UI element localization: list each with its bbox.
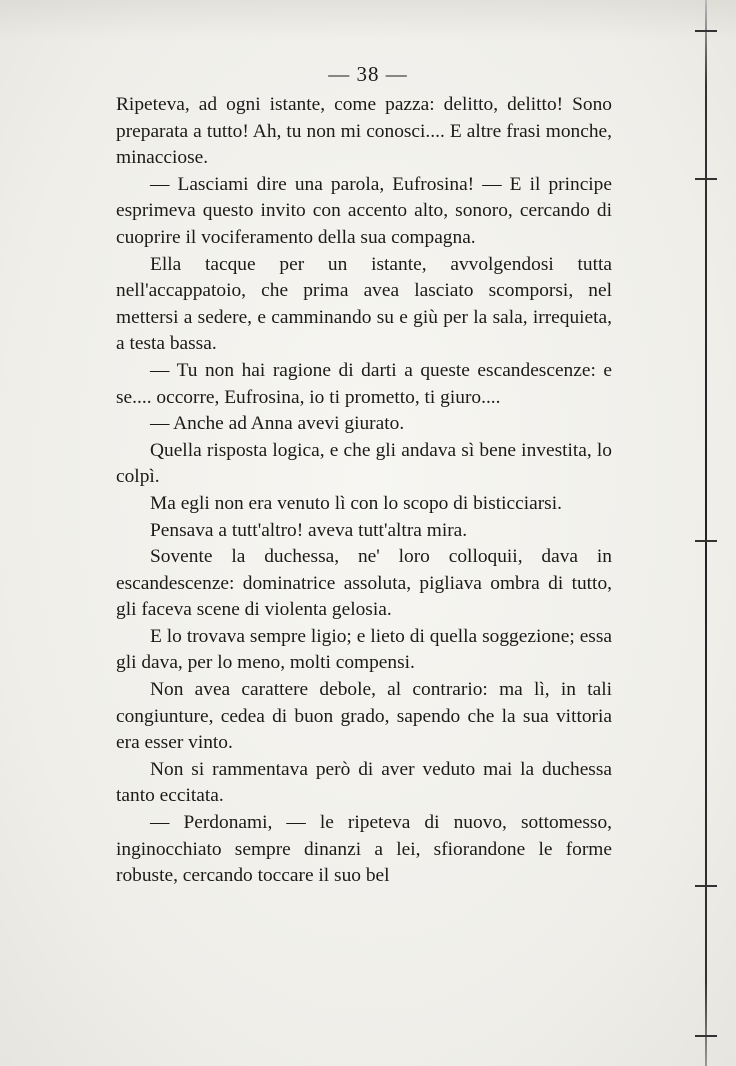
- paragraph: — Anche ad Anna avevi giurato.: [150, 413, 405, 435]
- paragraph: Ella tacque per un istante, avvolgendosi tutta nell'accappatoio, che prima avea lasciato scomporsi, nel mettersi a sedere, e camminando su e giù per la sala, irrequieta, a testa bassa.: [116, 253, 612, 355]
- paragraph: — Perdonami, — le ripeteva di nuovo, sottomesso, inginocchiato sempre dinanzi a lei, sfiorandone le forme robuste, cercando toccare il suo bel: [116, 812, 612, 887]
- page-shading: [0, 0, 736, 40]
- paragraph: Sovente la duchessa, ne' loro colloquii, dava in escandescenze: dominatrice assoluta, pigliava ombra di tutto, gli faceva scene di violenta gelosia.: [116, 546, 612, 621]
- paragraph: Non avea carattere debole, al contrario: ma lì, in tali congiunture, cedea di buon grado, sapendo che la sua vittoria era esser vinto.: [116, 679, 612, 754]
- page-number: — 38 —: [328, 62, 408, 86]
- binding-mark: [695, 885, 717, 887]
- body-text: [116, 92, 612, 890]
- paragraph: Ripeteva, ad ogni istante, come pazza: delitto, delitto! Sono preparata a tutto! Ah, tu non mi conosci.... E altre frasi monche, minacciose.: [116, 94, 612, 169]
- paragraph: Quella risposta logica, e che gli andava sì bene investita, lo colpì.: [116, 439, 612, 488]
- binding-mark: [695, 1035, 717, 1037]
- binding-mark: [695, 540, 717, 542]
- paragraph: Pensava a tutt'altro! aveva tutt'altra mira.: [150, 519, 468, 541]
- binding-margin-line: [705, 0, 707, 1066]
- paragraph: — Tu non hai ragione di darti a queste escandescenze: e se.... occorre, Eufrosina, io ti prometto, ti giuro....: [116, 359, 612, 408]
- binding-mark: [695, 30, 717, 32]
- paragraph: — Lasciami dire una parola, Eufrosina! — E il principe esprimeva questo invito con accento alto, sonoro, cercando di cuoprire il vociferamento della sua compagna.: [116, 173, 612, 248]
- paragraph: Non si rammentava però di aver veduto mai la duchessa tanto eccitata.: [116, 758, 612, 807]
- paragraph: E lo trovava sempre ligio; e lieto di quella soggezione; essa gli dava, per lo meno, molti compensi.: [116, 625, 612, 674]
- binding-mark: [695, 178, 717, 180]
- paragraph: Ma egli non era venuto lì con lo scopo di bisticciarsi.: [150, 492, 562, 514]
